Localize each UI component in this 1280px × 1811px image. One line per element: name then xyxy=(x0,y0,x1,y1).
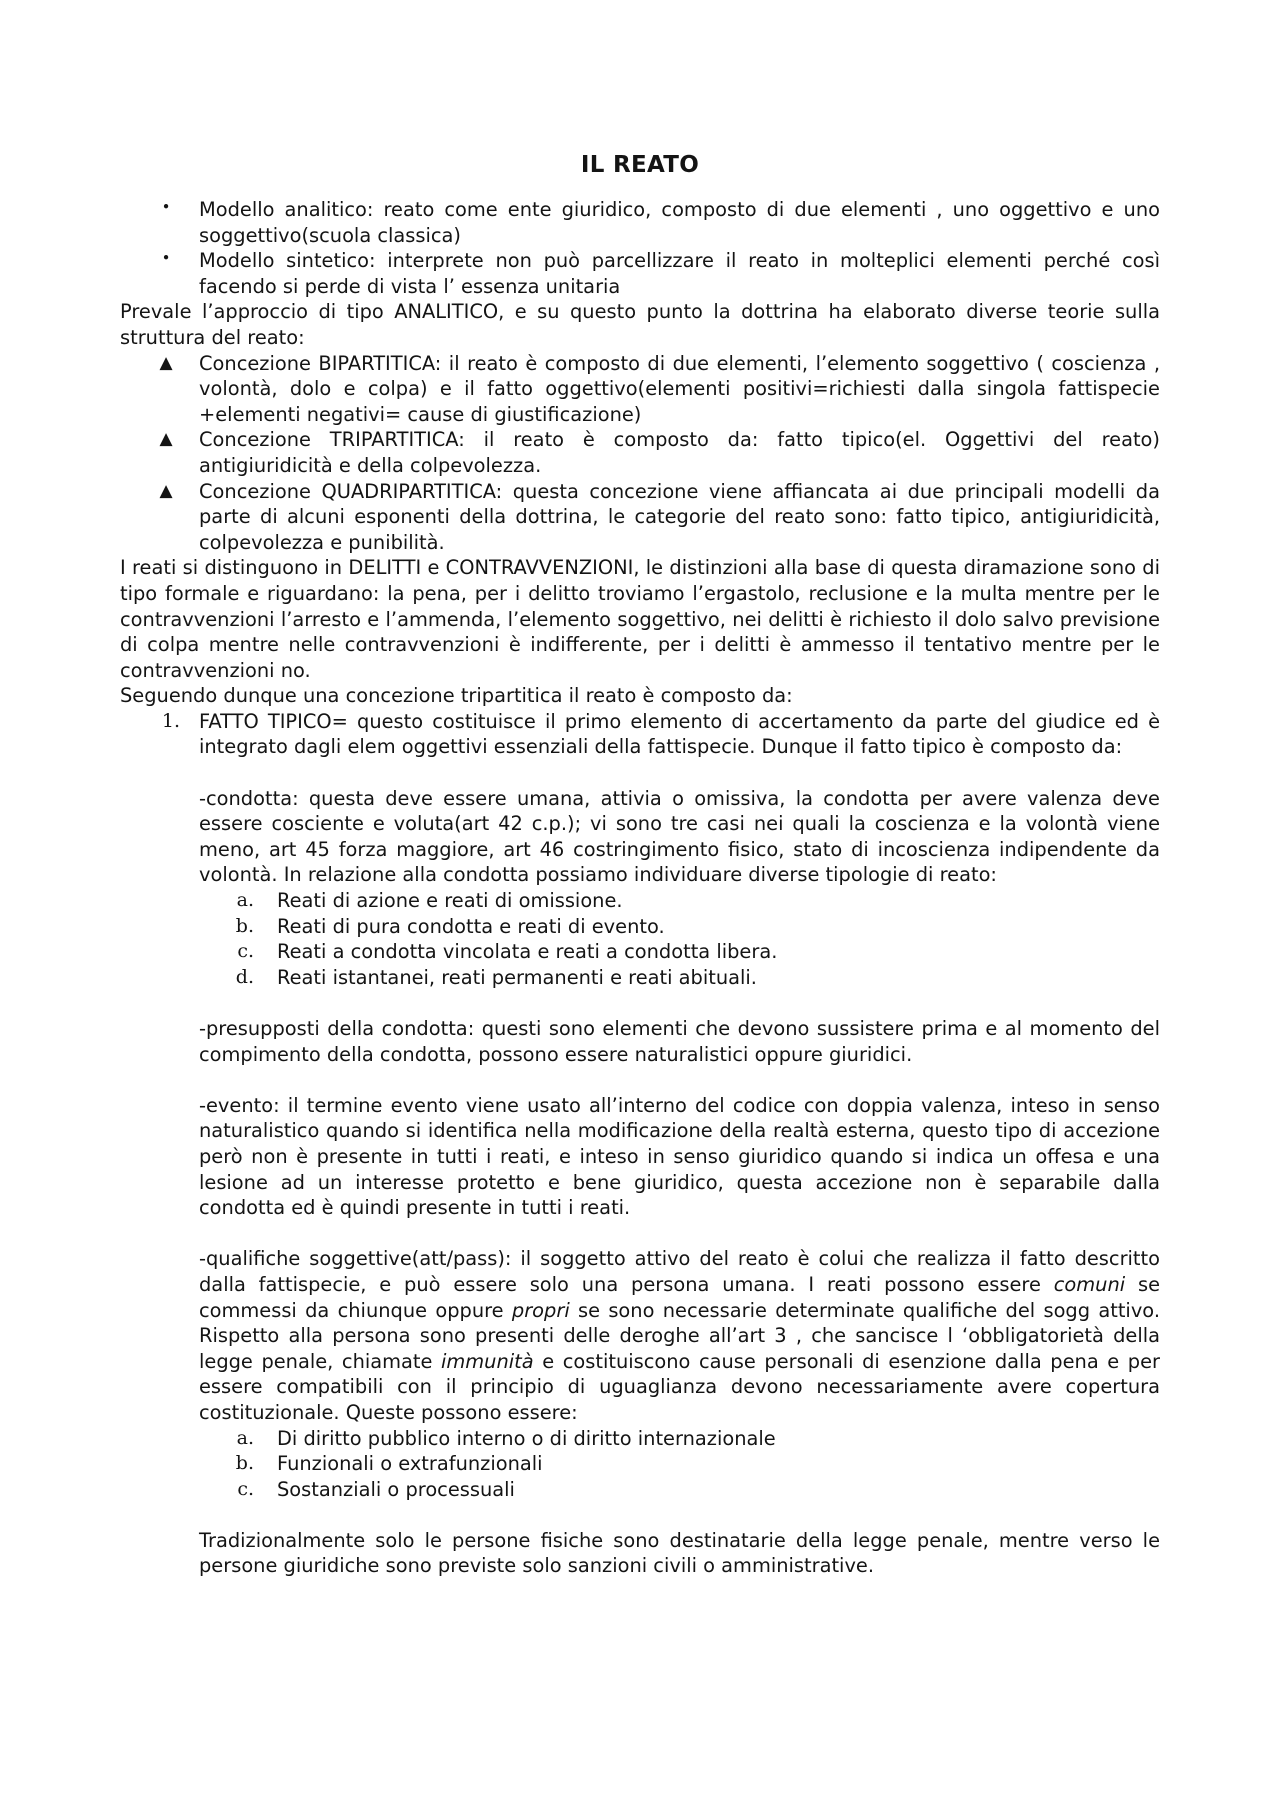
list-item-text: Reati a condotta vincolata e reati a condotta libera. xyxy=(277,940,778,964)
document-page xyxy=(120,150,1160,1579)
delitti-paragraph: I reati si distinguono in DELITTI e CONTRAVVENZIONI, le distinzioni alla base di questa diramazione sono di tipo formale e riguardano: la pena, per i delitto troviamo l’ergastolo, reclusione e la multa mentre per le contravvenzioni l’arresto e l’ammenda, l’elemento soggettivo, nei delitti è richiesto il dolo salvo previsione di colpa mentre nelle contravvenzioni è indifferente, per i delitti è ammesso il tentativo mentre per le contravvenzioni no. xyxy=(120,556,1160,682)
list-item-concezione-bipartitica xyxy=(120,351,1160,428)
immunita-types-list xyxy=(120,1426,1160,1503)
list-item xyxy=(120,965,1160,991)
text-run: se sono necessarie determinate qualifiche del sogg attivo. Rispetto alla persona sono presenti delle deroghe all’art 3 , che sancisce l ‘obbligatorietà della legge penale, chiamate xyxy=(199,1298,1160,1373)
emphasis-immunita: immunità xyxy=(441,1349,534,1373)
list-letter: b. xyxy=(235,1452,254,1475)
condotta-paragraph: -condotta: questa deve essere umana, attivia o omissiva, la condotta per avere valenza deve essere cosciente e voluta(art 42 c.p.); vi sono tre casi nei quali la coscienza e la volontà viene meno, art 45 forza maggiore, art 46 costringimento fisico, stato di incoscienza indipendente da volontà. In relazione alla condotta possiamo individuare diverse tipologie di reato: xyxy=(199,786,1160,887)
text-run: se commessi da chiunque oppure xyxy=(199,1272,1160,1322)
evento-paragraph: -evento: il termine evento viene usato all’interno del codice con doppia valenza, inteso in senso naturalistico quando si identifica nella modificazione della realtà esterna, questo tipo di accezione però non è presente in tutti i reati, e inteso in senso giuridico quando si indica un offesa e una lesione ad un interesse protetto e bene giuridico, questa accezione non è separabile dalla condotta ed è quindi presente in tutti i reati. xyxy=(199,1093,1160,1220)
text-run: e costituiscono cause personali di esenzione dalla pena e per essere compatibili con il principio di uguaglianza devono necessariamente avere copertura costituzionale. Queste possono essere: xyxy=(199,1349,1160,1424)
triangle-bullet-icon: ▲ xyxy=(159,352,173,373)
spacer xyxy=(120,1067,1160,1093)
list-item-text: Reati di pura condotta e reati di evento. xyxy=(277,914,665,938)
emphasis-propri: propri xyxy=(511,1298,570,1322)
list-item xyxy=(120,1477,1160,1503)
list-item-text: Modello analitico: reato come ente giuridico, composto di due elementi , uno oggettivo e uno soggettivo(scuola classica) xyxy=(199,198,1160,247)
list-item-text: Reati istantanei, reati permanenti e reati abituali. xyxy=(277,965,757,989)
document-title: IL REATO xyxy=(580,152,700,178)
bullet-dot-icon: • xyxy=(161,198,171,216)
triangle-bullet-icon: ▲ xyxy=(159,429,173,450)
list-item-model-sintetico xyxy=(120,248,1160,299)
list-letter: c. xyxy=(237,1477,254,1500)
models-list xyxy=(120,197,1160,299)
list-letter: d. xyxy=(235,965,254,988)
triangle-bullet-icon: ▲ xyxy=(159,480,173,501)
spacer xyxy=(120,1502,1160,1528)
tripartite-intro: Seguendo dunque una concezione tripartitica il reato è composto da: xyxy=(120,684,793,708)
elements-list xyxy=(120,709,1160,760)
list-letter: a. xyxy=(236,1426,254,1449)
conceptions-list xyxy=(120,351,1160,556)
list-item-concezione-tripartitica xyxy=(120,427,1160,478)
bullet-dot-icon: • xyxy=(161,249,171,268)
list-letter: a. xyxy=(236,889,254,912)
spacer xyxy=(120,1221,1160,1247)
list-item-text: Concezione BIPARTITICA: il reato è composto di due elementi, l’elemento soggettivo ( coscienza , volontà, dolo e colpa) e il fatto oggettivo(elementi positivi=richiesti dalla singola fattispecie +elementi negativi= cause di giustificazione) xyxy=(199,351,1160,426)
spacer xyxy=(120,760,1160,786)
list-item-text: FATTO TIPICO= questo costituisce il primo elemento di accertamento da parte del giudice ed è integrato dagli elem oggettivi essenziali della fattispecie. Dunque il fatto tipico è composto da: xyxy=(199,709,1160,759)
list-item xyxy=(120,1426,1160,1452)
qualifiche-paragraph xyxy=(120,1246,1160,1425)
list-item xyxy=(120,939,1160,965)
presupposti-paragraph: -presupposti della condotta: questi sono elementi che devono sussistere prima e al momento del compimento della condotta, possono essere naturalistici oppure giuridici. xyxy=(199,1017,1160,1066)
closing-paragraph: Tradizionalmente solo le persone fisiche sono destinatarie della legge penale, mentre verso le persone giuridiche sono previste solo sanzioni civili o amministrative. xyxy=(199,1528,1160,1578)
spacer xyxy=(120,990,1160,1016)
list-item xyxy=(120,888,1160,914)
list-letter: b. xyxy=(235,914,254,937)
list-number: 1. xyxy=(161,709,180,732)
intro-paragraph: Prevale l’approccio di tipo ANALITICO, e su questo punto la dottrina ha elaborato diverse teorie sulla struttura del reato: xyxy=(120,300,1160,349)
condotta-types-list xyxy=(120,888,1160,990)
list-item-fatto-tipico xyxy=(120,709,1160,760)
list-item-text: Concezione QUADRIPARTITICA: questa concezione viene affiancata ai due principali modelli da parte di alcuni esponenti della dottrina, le categorie del reato sono: fatto tipico, antigiuridicità, colpevolezza e punibilità. xyxy=(199,479,1160,554)
list-item-text: Reati di azione e reati di omissione. xyxy=(277,889,623,913)
emphasis-comuni: comuni xyxy=(1053,1272,1126,1296)
list-item xyxy=(120,914,1160,940)
list-item-text: Modello sintetico: interprete non può parcellizzare il reato in molteplici elementi perché così facendo si perde di vista l’ essenza unitaria xyxy=(199,249,1160,298)
text-run: -qualifiche soggettive(att/pass): il soggetto attivo del reato è colui che realizza il fatto descritto dalla fattispecie, e può essere solo una persona umana. I reati possono essere xyxy=(199,1247,1160,1296)
list-letter: c. xyxy=(237,940,254,963)
list-item-text: Funzionali o extrafunzionali xyxy=(277,1452,543,1476)
list-item-text: Sostanziali o processuali xyxy=(277,1477,515,1501)
list-item-model-analitico xyxy=(120,197,1160,248)
list-item-concezione-quadripartitica xyxy=(120,479,1160,556)
list-item-text: Concezione TRIPARTITICA: il reato è composto da: fatto tipico(el. Oggettivi del reato) antigiuridicità e della colpevolezza. xyxy=(199,428,1160,477)
list-item-text: Di diritto pubblico interno o di diritto internazionale xyxy=(277,1426,776,1450)
list-item xyxy=(120,1451,1160,1477)
